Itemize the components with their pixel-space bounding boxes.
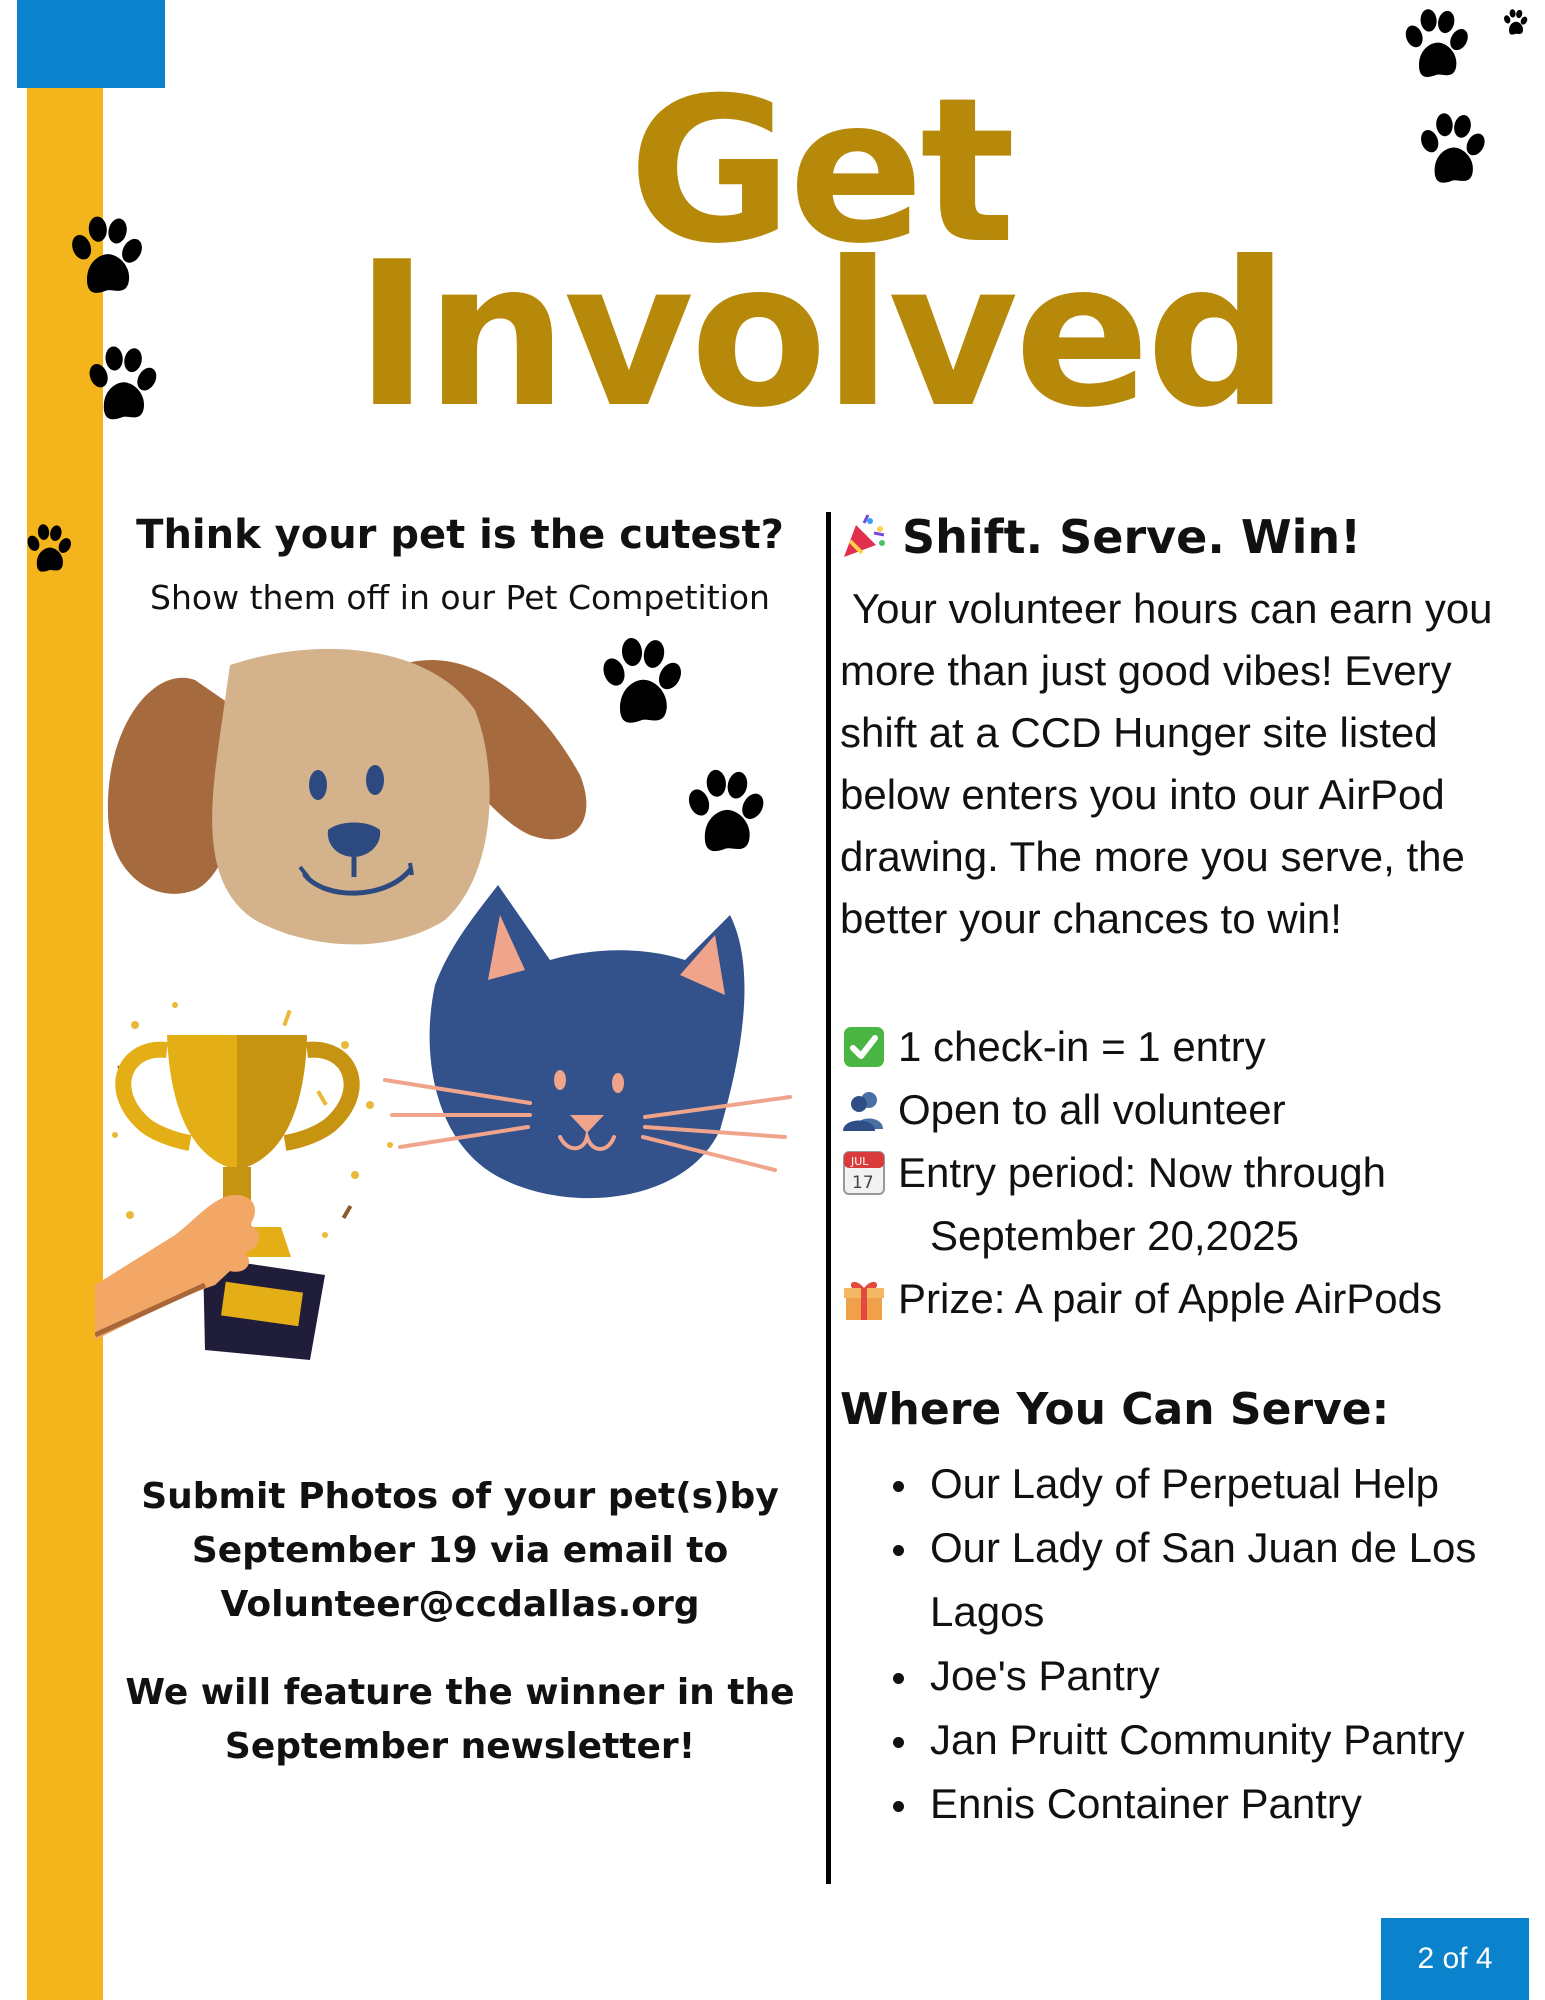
calendar-month: JUL <box>851 1154 869 1168</box>
drawing-heading-text: Shift. Serve. Win! <box>902 510 1362 564</box>
paw-print-icon <box>676 764 772 864</box>
paw-print-icon <box>1410 110 1492 192</box>
header-blue-tab <box>17 0 165 88</box>
drawing-intro <box>840 578 1530 950</box>
fact-prize <box>840 1267 1530 1330</box>
fact-prize-text: Prize: A pair of Apple AirPods <box>898 1275 1442 1322</box>
column-divider <box>826 512 831 1884</box>
paw-print-icon <box>1500 4 1530 42</box>
calendar-day: 17 <box>852 1172 874 1193</box>
paw-print-icon <box>20 505 76 595</box>
fact-period-continued: September 20,2025 <box>930 1212 1299 1259</box>
fact-open-text: Open to all volunteer <box>898 1086 1286 1133</box>
paw-print-icon <box>60 210 150 306</box>
drawing-heading <box>840 510 1530 564</box>
paw-print-icon <box>590 634 690 734</box>
list-item: • Our Lady of Perpetual Help <box>922 1452 1545 1516</box>
list-item: • Joe's Pantry <box>922 1644 1545 1708</box>
intro-line: Your volunteer hours can earn you <box>852 585 1493 632</box>
intro-line: drawing. The more you serve, the <box>840 833 1465 880</box>
intro-line: more than just good vibes! Every <box>840 647 1452 694</box>
title-line-2: Involved <box>354 219 1286 452</box>
feature-note <box>115 1666 805 1774</box>
feature-line: September newsletter! <box>224 1726 696 1767</box>
list-item-line: Lagos <box>930 1588 1045 1635</box>
serve-heading: Where You Can Serve: <box>840 1384 1390 1435</box>
drawing-facts <box>840 1015 1530 1330</box>
fact-checkin-text: 1 check-in = 1 entry <box>898 1023 1266 1070</box>
submit-line: September 19 via email to <box>191 1530 729 1571</box>
submit-email: Volunteer@ccdallas.org <box>220 1584 700 1625</box>
people-icon <box>840 1086 888 1134</box>
list-item: • Ennis Container Pantry <box>922 1772 1545 1836</box>
gift-icon <box>840 1275 888 1323</box>
fact-checkin <box>840 1015 1530 1078</box>
page-number: 2 of 4 <box>1381 1918 1529 2000</box>
feature-line: We will feature the winner in the <box>125 1672 795 1713</box>
cat-face-illustration <box>380 875 795 1210</box>
fact-period-text: Entry period: Now through <box>898 1149 1386 1196</box>
paw-print-icon <box>1390 6 1480 86</box>
fact-open <box>840 1078 1530 1141</box>
intro-line: below enters you into our AirPod <box>840 771 1445 818</box>
serve-site-list <box>840 1452 1545 1836</box>
intro-line: better your chances to win! <box>840 895 1342 942</box>
check-mark-icon <box>840 1023 888 1071</box>
intro-line: shift at a CCD Hunger site listed <box>840 709 1438 756</box>
paw-print-icon <box>78 340 164 432</box>
party-popper-icon <box>840 513 888 561</box>
submit-line: Submit Photos of your pet(s)by <box>141 1476 779 1517</box>
calendar-icon <box>840 1149 888 1197</box>
list-item <box>922 1516 1545 1644</box>
pet-competition-subheading: Show them off in our Pet Competition <box>150 578 770 617</box>
list-item: • Jan Pruitt Community Pantry <box>922 1708 1545 1772</box>
submit-instructions <box>115 1470 805 1632</box>
pet-competition-heading: Think your pet is the cutest? <box>136 512 784 558</box>
title-line-1: Get <box>628 55 1012 288</box>
list-item-line: Our Lady of San Juan de Los <box>930 1524 1477 1571</box>
trophy-illustration <box>95 995 425 1365</box>
fact-period <box>840 1141 1530 1204</box>
